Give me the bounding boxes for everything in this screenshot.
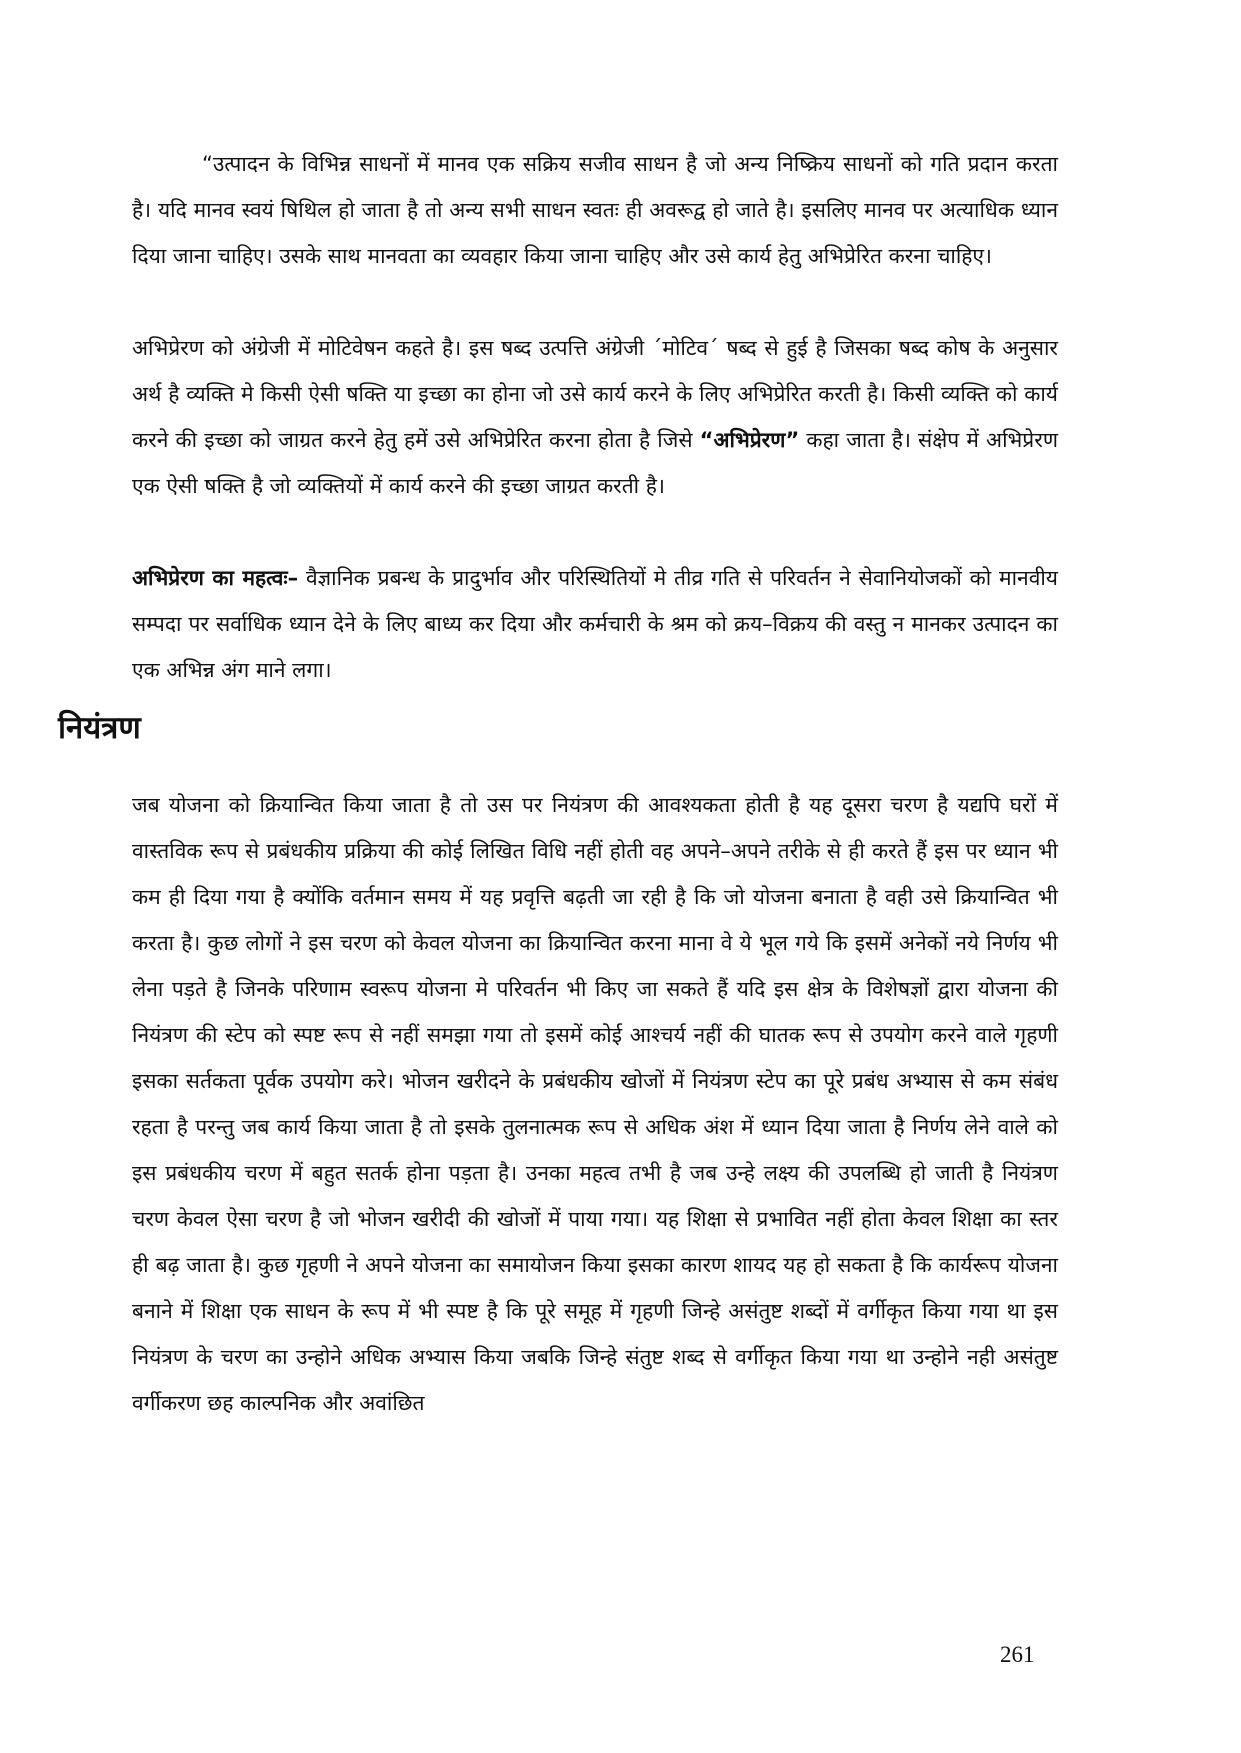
subheading-motivation-importance: अभिप्रेरण का महत्वः–	[132, 566, 299, 590]
section-heading-control: नियंत्रण	[58, 710, 141, 746]
paragraph-text: कहा जाता है। संक्षेप में अभिप्रेरण एक ऐसी षक्ति है जो व्यक्तियों में कार्य करने की इच्छा जाग्रत करती है।	[132, 428, 1059, 498]
bold-term-motivation: “अभिप्रेरण”	[699, 428, 800, 452]
paragraph-control	[132, 782, 1058, 1426]
paragraph-motivation-importance	[132, 555, 1058, 693]
paragraph-text: जब योजना को क्रियान्वित किया जाता है तो उस पर नियंत्रण की आवश्यकता होती है यह दूसरा चरण है यद्यपि घरों में वास्तविक रूप से प्रबंधकीय प्रक्रिया की कोई लिखित विधि नहीं होती वह अपने–अपने तरीके से ही करते हैं इस पर ध्यान भी कम ही दिया गया है क्योंकि वर्तमान समय में यह प्रवृत्ति बढ़ती जा रही है कि जो योजना बनाता है वही उसे क्रियान्वित भी करता है। कुछ लोगों ने इस चरण को केवल योजना का क्रियान्वित करना माना वे ये भूल गये कि इसमें अनेकों नये निर्णय भी लेना पड़ते है जिनके परिणाम स्वरूप योजना मे परिवर्तन भी किए जा सकते हैं यदि इस क्षेत्र के विशेषज्ञों द्वारा योजना की नियंत्रण की स्टेप को स्पष्ट रूप से नहीं समझा गया तो इसमें कोई आश्चर्य नहीं की घातक रूप से उपयोग करने वाले गृहणी इसका सर्तकता पूर्वक उपयोग करे। भोजन खरीदने के प्रबंधकीय खोजों में नियंत्रण स्टेप का पूरे प्रबंध अभ्यास से कम संबंध रहता है परन्तु जब कार्य किया जाता है तो इसके तुलनात्मक रूप से अधिक अंश में ध्यान दिया जाता है निर्णय लेने वाले को इस प्रबंधकीय चरण में बहुत सतर्क होना पड़ता है। उनका महत्व तभी है जब उन्हे लक्ष्य की उपलब्धि हो जाती है नियंत्रण चरण केवल ऐसा चरण है जो भोजन खरीदी की खोजों में पाया गया। यह शिक्षा से प्रभावित नहीं होता केवल शिक्षा का स्तर ही बढ़ जाता है। कुछ गृहणी ने अपने योजना का समायोजन किया इसका कारण शायद यह हो सकता है कि कार्यरूप योजना बनाने में शिक्षा एक साधन के रूप में भी स्पष्ट है कि पूरे समूह में गृहणी जिन्हे असंतुष्ट शब्दों में वर्गीकृत किया गया था इस नियंत्रण के चरण का उन्होने अधिक अभ्यास किया जबकि जिन्हे संतुष्ट शब्द से वर्गीकृत किया गया था उन्होने नही असंतुष्ट वर्गीकरण छह काल्पनिक और अवांछित	[132, 793, 1058, 1415]
paragraph-motivation-definition	[132, 325, 1058, 509]
paragraph-production-means	[132, 141, 1058, 279]
page-number: 261	[1000, 1642, 1035, 1667]
paragraph-text: वैज्ञानिक प्रबन्ध के प्रादुर्भाव और परिस्थितियों मे तीव्र गति से परिवर्तन ने सेवानियोजकों को मानवीय सम्पदा पर सर्वाधिक ध्यान देने के लिए बाध्य कर दिया और कर्मचारी के श्रम को क्रय–विक्रय की वस्तु न मानकर उत्पादन का एक अभिन्न अंग माने लगा।	[132, 566, 1058, 682]
paragraph-text: “उत्पादन के विभिन्न साधनों में मानव एक सक्रिय सजीव साधन है जो अन्य निष्क्रिय साधनों को गति प्रदान करता है। यदि मानव स्वयं षिथिल हो जाता है तो अन्य सभी साधन स्वतः ही अवरूद्व हो जाते है। इसलिए मानव पर अत्याधिक ध्यान दिया जाना चाहिए। उसके साथ मानवता का व्यवहार किया जाना चाहिए और उसे कार्य हेतु अभिप्रेरित करना चाहिए।	[132, 152, 1058, 268]
paragraph-text: अभिप्रेरण को अंग्रेजी में मोटिवेषन कहते है। इस षब्द उत्पत्ति अंग्रेजी ´मोटिव´ षब्द से हुई है जिसका षब्द कोष के अनुसार अर्थ है व्यक्ति मे किसी ऐसी षक्ति या इच्छा का होना जो उसे कार्य करने के लिए अभिप्रेरित करती है। किसी व्यक्ति को कार्य करने की इच्छा को जाग्रत करने हेतु हमें उसे अभिप्रेरित करना होता है जिसे	[132, 336, 1058, 452]
